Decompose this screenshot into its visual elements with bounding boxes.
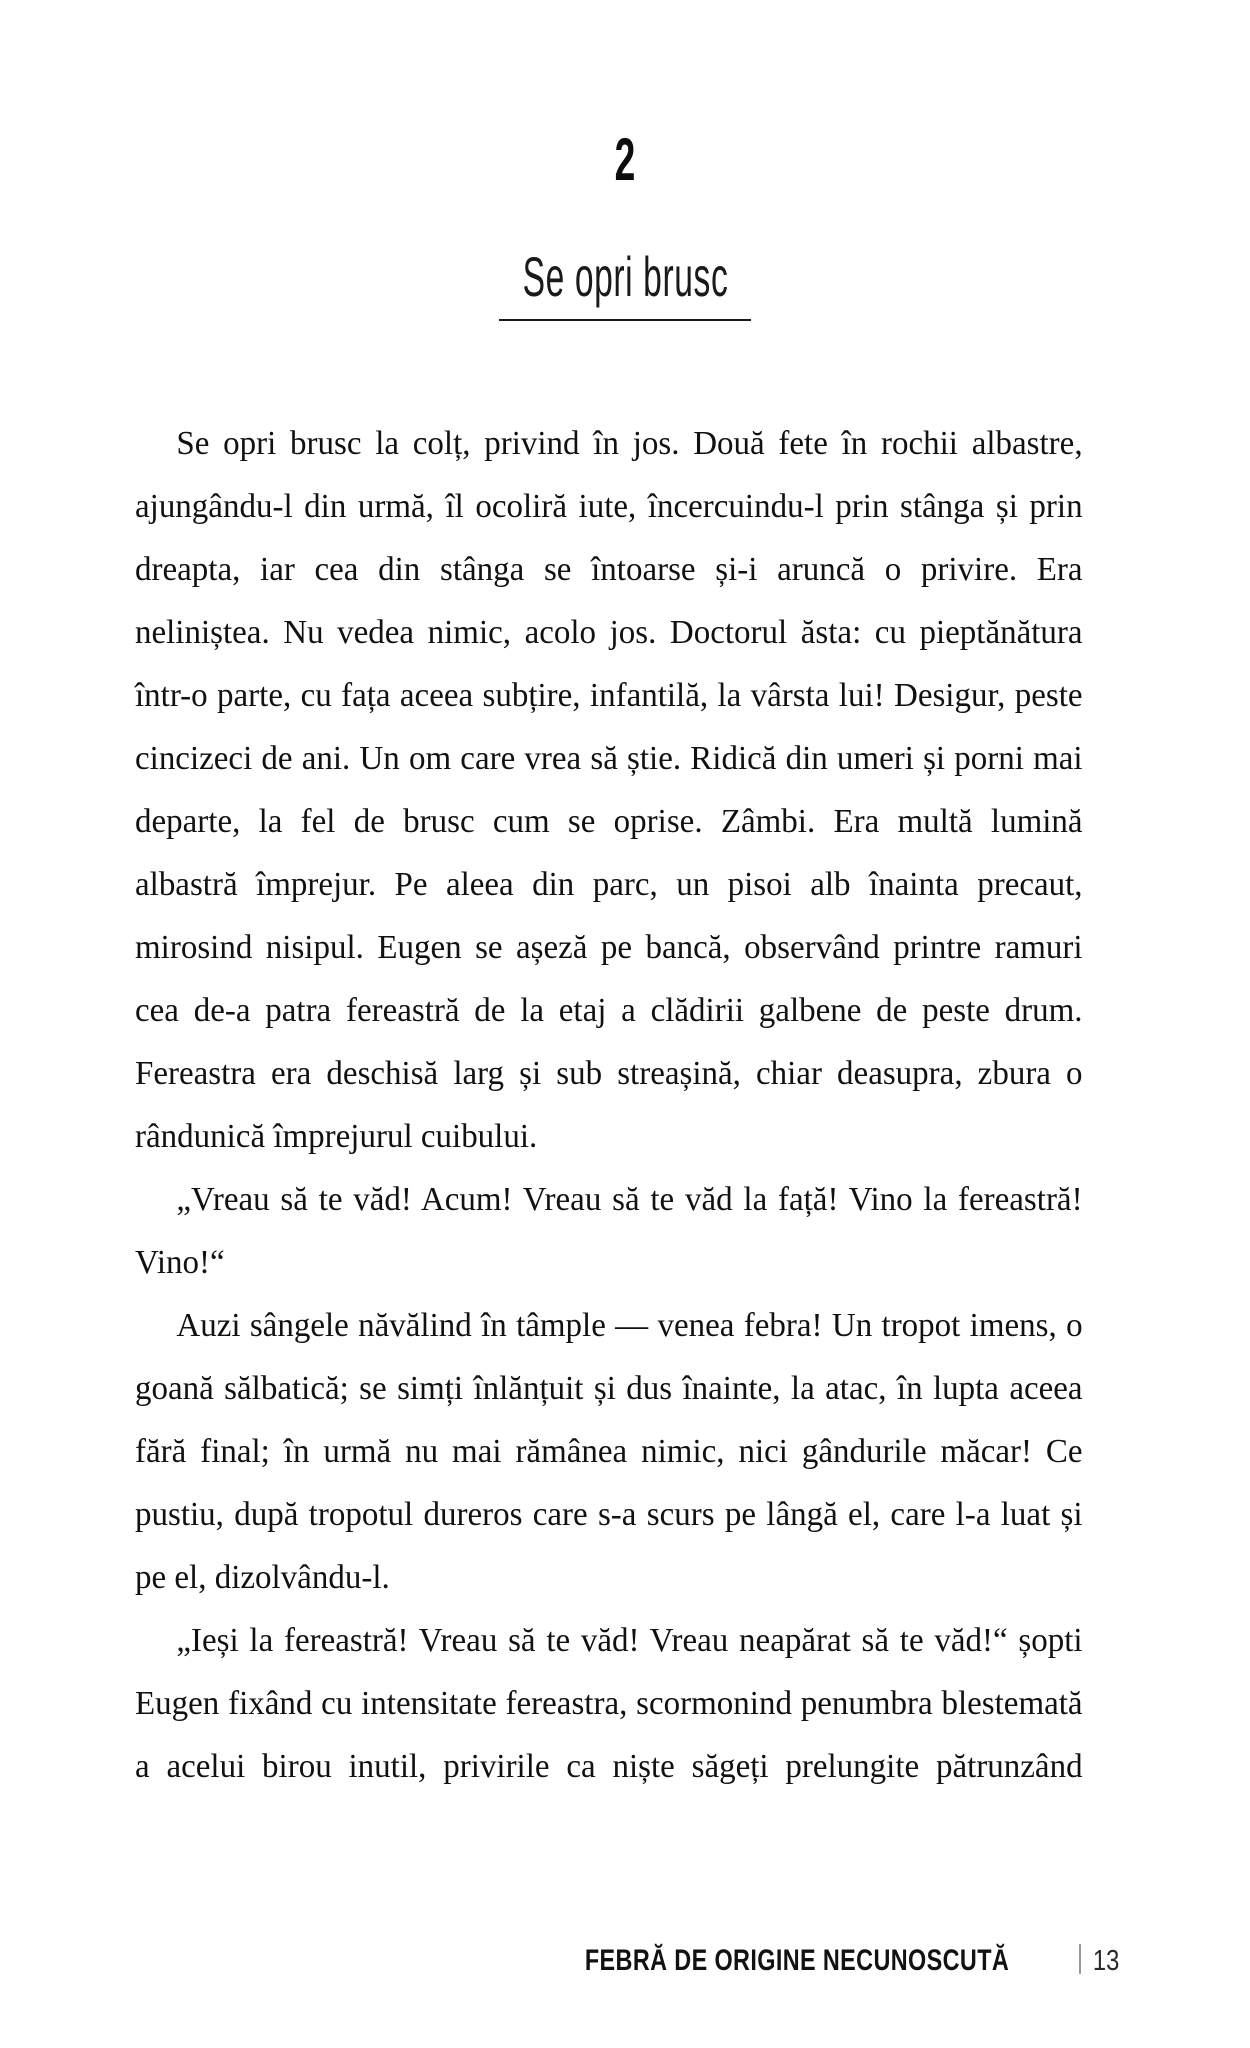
running-foot xyxy=(525,1940,1122,1976)
chapter-title-rule xyxy=(499,319,751,321)
paragraph: „Vreau să te văd! Acum! Vreau să te văd la față! Vino la fereastră! Vino!“ xyxy=(135,1181,1083,1281)
chapter-title: Se opri brusc xyxy=(522,245,728,308)
paragraph: „Ieși la fereastră! Vreau să te văd! Vreau neapărat să te văd!“ șopti Eugen fixând cu intensitate fereastra, scormonind penumbra blestemată a acelui birou inutil, privirile ca niște săgeți prelungite pătrunzând xyxy=(135,1622,1083,1785)
page-number: 13 xyxy=(1092,1945,1120,1977)
paragraph: Se opri brusc la colț, privind în jos. Două fete în rochii albastre, ajungându-l din urmă, îl ocoliră iute, încercuindu-l prin stânga și prin dreapta, iar cea din stânga se întoarse și-i aruncă o privire. Era neliniștea. Nu vedea nimic, acolo jos. Doctorul ăsta: cu pieptănătura într-o parte, cu fața aceea subțire, infantilă, la vârsta lui! Desigur, peste cincizeci de ani. Un om care vrea să știe. Ridică din umeri și porni mai departe, la fel de brusc cum se oprise. Zâmbi. Era multă lumină albastră împrejur. Pe aleea din parc, un pisoi alb înainta precaut, mirosind nisipul. Eugen se așeză pe bancă, observând printre ramuri cea de-a patra fereastră de la etaj a clădirii galbene de peste drum. Fereastra era deschisă larg și sub streașină, chiar deasupra, zbura o rândunică împrejurul cuibului. xyxy=(135,425,1083,1155)
running-title: FEBRĂ DE ORIGINE NECUNOSCUTĂ xyxy=(584,1944,1009,1977)
chapter-title-group xyxy=(454,245,797,321)
chapter-number: 2 xyxy=(614,126,636,193)
chapter-header xyxy=(0,128,1250,321)
body-text-column xyxy=(135,412,1097,1798)
paragraph: Auzi sângele năvălind în tâmple — venea febra! Un tropot imens, o goană sălbatică; se simți înlănțuit și dus înainte, la atac, în lupta aceea fără final; în urmă nu mai rămânea nimic, nici gândurile măcar! Ce pustiu, după tropotul dureros care s-a scurs pe lângă el, care l-a luat și pe el, dizolvându-l. xyxy=(135,1307,1083,1596)
footer-separator-rule xyxy=(1079,1944,1081,1974)
